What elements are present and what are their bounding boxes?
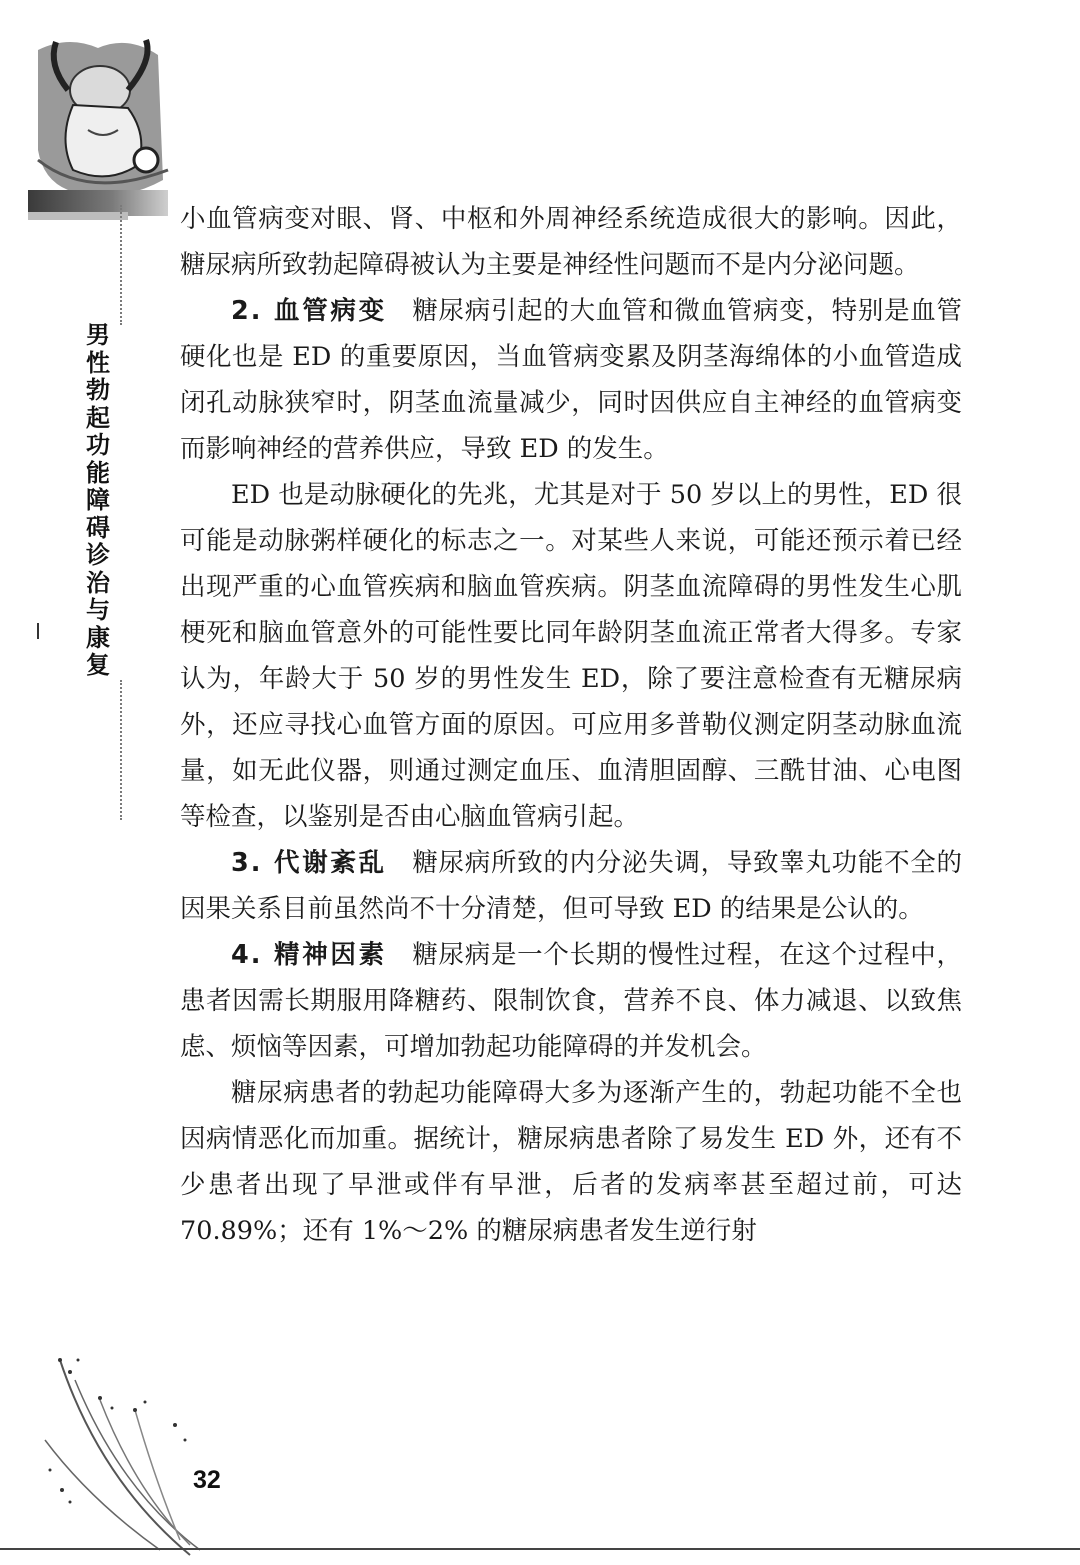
running-title-char: 障 bbox=[86, 486, 110, 514]
paragraph: 4. 精神因素 糖尿病是一个长期的慢性过程，在这个过程中，患者因需长期服用降糖药、限制饮食，营养不良、体力减退、以致焦虑、烦恼等因素，可增加勃起功能障碍的并发机会。 bbox=[180, 940, 962, 1062]
paragraph: 3. 代谢紊乱 糖尿病所致的内分泌失调，导致睾丸功能不全的因果关系目前虽然尚不十分清楚，但可导致 ED 的结果是公认的。 bbox=[180, 848, 962, 924]
running-title-char: 碍 bbox=[86, 513, 110, 542]
running-title-char: 勃 bbox=[86, 376, 110, 404]
running-title-char: 与 bbox=[86, 596, 110, 624]
paragraph: 糖尿病患者的勃起功能障碍大多为逐渐产生的，勃起功能不全也因病情恶化而加重。据统计，糖尿病患者除了易发生 ED 外，还有不少患者出现了早泄或伴有早泄，后者的发病率甚至超过前，可达 70.89%；还有 1%～2% 的糖尿病患者发生逆行射 bbox=[180, 1078, 962, 1246]
flower-ornament bbox=[40, 1340, 210, 1560]
section-heading: 3. 代谢紊乱 bbox=[231, 848, 387, 878]
section-heading: 4. 精神因素 bbox=[231, 940, 387, 970]
running-title-char: 起 bbox=[86, 403, 110, 432]
running-title-char: 治 bbox=[86, 568, 110, 597]
running-title-char: 诊 bbox=[86, 541, 110, 569]
paragraph: ED 也是动脉硬化的先兆，尤其是对于 50 岁以上的男性，ED 很可能是动脉粥样硬化的标志之一。对某些人来说，可能还预示着已经出现严重的心血管疾病和脑血管疾病。阴茎血流障碍的男性发生心肌梗死和脑血管意外的可能性要比同年龄阴茎血流正常者大得多。专家认为，年龄大于 50 岁的男性发生 ED，除了要注意检查有无糖尿病外，还应寻找心血管方面的原因。可应用多普勒仪测定阴茎动脉血流量，如无此仪器，则通过测定血压、血清胆固醇、三酰甘油、心电图等检查，以鉴别是否由心脑血管病引起。 bbox=[180, 480, 962, 832]
body-text bbox=[180, 196, 962, 1254]
running-title-char: 复 bbox=[86, 651, 110, 679]
paragraph: 小血管病变对眼、肾、中枢和外周神经系统造成很大的影响。因此，糖尿病所致勃起障碍被认为主要是神经性问题而不是内分泌问题。 bbox=[180, 204, 962, 280]
margin-tick bbox=[37, 623, 39, 639]
running-title bbox=[80, 322, 116, 680]
running-title-char: 能 bbox=[86, 458, 110, 487]
running-title-char: 男 bbox=[86, 321, 110, 349]
page-number: 32 bbox=[193, 1466, 221, 1494]
dotted-margin-line bbox=[120, 680, 122, 820]
header-bar-shadow bbox=[28, 212, 128, 220]
running-title-char: 性 bbox=[86, 348, 110, 377]
running-title-char: 功 bbox=[86, 431, 110, 459]
running-title-char: 康 bbox=[86, 623, 110, 652]
paragraph: 2. 血管病变 糖尿病引起的大血管和微血管病变，特别是血管硬化也是 ED 的重要原因，当血管病变累及阴茎海绵体的小血管造成闭孔动脉狭窄时，阴茎血流量减少，同时因供应自主神经的血管病变而影响神经的营养供应，导致 ED 的发生。 bbox=[180, 296, 962, 464]
section-heading: 2. 血管病变 bbox=[231, 296, 387, 326]
bottom-rule bbox=[0, 1548, 1080, 1550]
dotted-margin-line bbox=[120, 205, 122, 325]
